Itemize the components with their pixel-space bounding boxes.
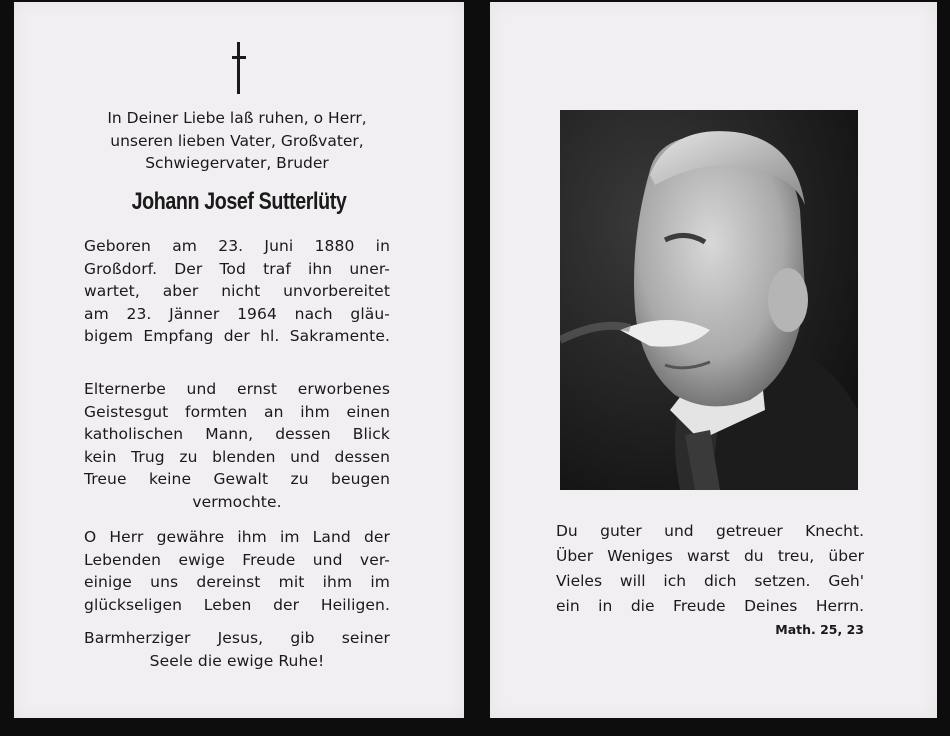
prayer: O Herr gewähre ihm im Land der Lebenden ewige Freude und ver- einige uns dereinst mit ihm im glückseligen Leben der Heiligen. [84,528,390,614]
deceased-name: Johann Josef Sutterlüty [131,188,347,215]
verse-reference: Math. 25, 23 [775,622,864,637]
portrait-image [560,110,858,490]
closing-prayer: Barmherziger Jesus, gib seiner Seele die ewige Ruhe! [84,629,390,670]
biography: Geboren am 23. Juni 1880 in Großdorf. Der Tod traf ihn uner- wartet, aber nicht unvorbereitet am 23. Jänner 1964 nach gläu- bigem Empfang der hl. Sakramente. [84,237,390,345]
intro-text: In Deiner Liebe laß ruhen, o Herr, unseren lieben Vater, Großvater, Schwiegervater, Bruder [107,109,367,172]
right-card [490,2,937,718]
tribute: Elternerbe und ernst erworbenes Geistesgut formten an ihm einen katholischen Mann, dessen Blick kein Trug zu blenden und dessen Treue keine Gewalt zu beugen vermochte. [84,380,390,511]
cross-icon [232,42,244,94]
left-card [14,2,464,718]
bible-verse: Du guter und getreuer Knecht. Über Weniges warst du treu, über Vieles will ich dich setzen. Geh' ein in die Freude Deines Herrn. [556,522,864,615]
portrait-photo [560,110,858,490]
